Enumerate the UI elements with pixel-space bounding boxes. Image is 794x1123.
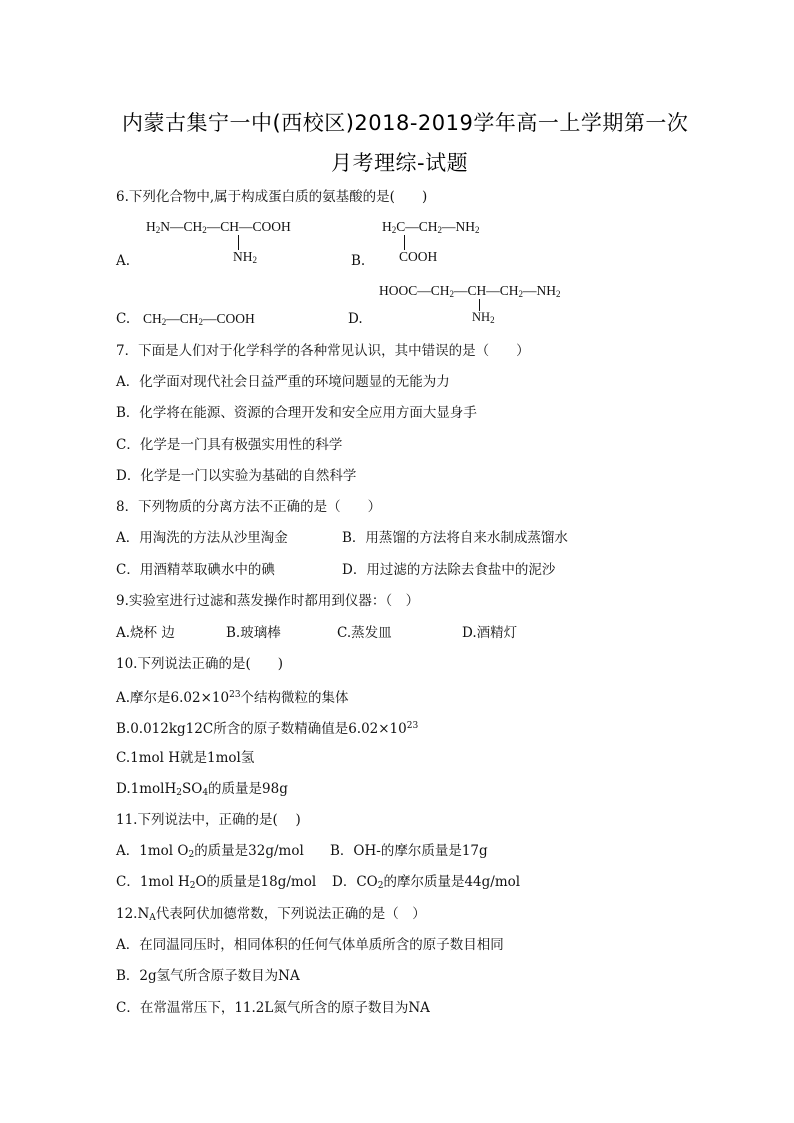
q11-option-b: B．OH-的摩尔质量是17g: [330, 843, 488, 859]
q12-stem: $12.N_A$代表阿伏加德常数，下列说法正确的是（ ）: [116, 906, 426, 923]
q8-option-d: D．用过滤的方法除去食盐中的泥沙: [342, 562, 556, 578]
q6-option-a-substituent: $NH_2$: [233, 249, 257, 265]
page-title-line1: 内蒙古集宁一中(西校区)2018-2019学年高一上学期第一次: [122, 111, 689, 135]
q6-stem: 6.下列化合物中,属于构成蛋白质的氨基酸的是( ): [116, 189, 428, 205]
q10-option-d: $D.1molH_2SO_4$的质量是98g: [116, 781, 288, 798]
q10-stem: 10.下列说法正确的是( ): [116, 656, 284, 672]
q7-option-d: D．化学是一门以实验为基础的自然科学: [116, 468, 357, 484]
q9-stem: 9.实验室进行过滤和蒸发操作时都用到仪器：（ ）: [116, 593, 420, 609]
q10-option-a: A.摩尔是$6.02\times 10^{23}$个结构微粒的集体: [116, 690, 349, 706]
q8-option-b: B．用蒸馏的方法将自来水制成蒸馏水: [342, 530, 568, 546]
q11-stem: 11.下列说法中，正确的是( ): [116, 812, 301, 828]
q11-option-d: D．$CO_2$的摩尔质量是44g/mol: [332, 874, 521, 891]
q9-option-d: D.酒精灯: [462, 625, 518, 641]
q11-option-a: A．1mol $O_2$的质量是32g/mol: [116, 843, 304, 860]
q6-option-b-bond: [404, 235, 405, 250]
q6-option-b-label: B.: [351, 253, 366, 269]
q11-option-c: C．1mol $H_2O$的质量是18g/mol: [116, 874, 317, 891]
q6-option-d-label: D.: [348, 311, 363, 327]
q6-option-d-substituent: $NH_2$: [472, 310, 495, 325]
q6-option-c-label: C.: [116, 311, 131, 327]
q9-option-b: B.玻璃棒: [226, 625, 281, 641]
q8-stem: 8．下列物质的分离方法不正确的是（ ）: [116, 499, 382, 515]
q7-stem: 7．下面是人们对于化学科学的各种常见认识，其中错误的是（ ）: [116, 343, 530, 359]
q6-option-b-formula: $H_2C—CH_2—NH_2$: [382, 219, 480, 235]
q6-option-a-formula: $H_2N—CH_2—CH—COOH$: [146, 219, 291, 235]
q12-option-b: B．2g氢气所含原子数目为NA: [116, 968, 300, 984]
q6-option-a-label: A.: [116, 253, 131, 269]
q12-option-a: A．在同温同压时，相同体积的任何气体单质所含的原子数目相同: [116, 937, 504, 953]
q6-option-d-formula: $HOOC—CH_2—CH—CH_2—NH_2$: [379, 283, 561, 299]
page-title-line2: 月考理综-试题: [331, 151, 469, 175]
q7-option-a: A．化学面对现代社会日益严重的环境问题显的无能为力: [116, 374, 450, 390]
q7-option-b: B．化学将在能源、资源的合理开发和安全应用方面大显身手: [116, 405, 477, 421]
q8-option-c: C．用酒精萃取碘水中的碘: [116, 562, 275, 578]
q9-option-a: A.烧杯 边: [116, 625, 175, 641]
q7-option-c: C．化学是一门具有极强实用性的科学: [116, 437, 343, 453]
q12-option-c: C．在常温常压下，11.2L氮气所含的原子数目为NA: [116, 1000, 430, 1016]
q10-option-b: B.0.012kg12C所含的原子数精确值是$6.02\times 10^{23}$: [116, 721, 419, 737]
q10-option-c: C.1mol H就是1mol氢: [116, 750, 255, 766]
q8-option-a: A．用淘洗的方法从沙里淘金: [116, 530, 288, 546]
q9-option-c: C.蒸发皿: [337, 625, 392, 641]
q6-option-c-formula: $CH_2—CH_2—COOH$: [143, 311, 255, 327]
q6-option-a-bond: [238, 235, 239, 250]
q6-option-b-substituent: COOH: [399, 249, 438, 264]
